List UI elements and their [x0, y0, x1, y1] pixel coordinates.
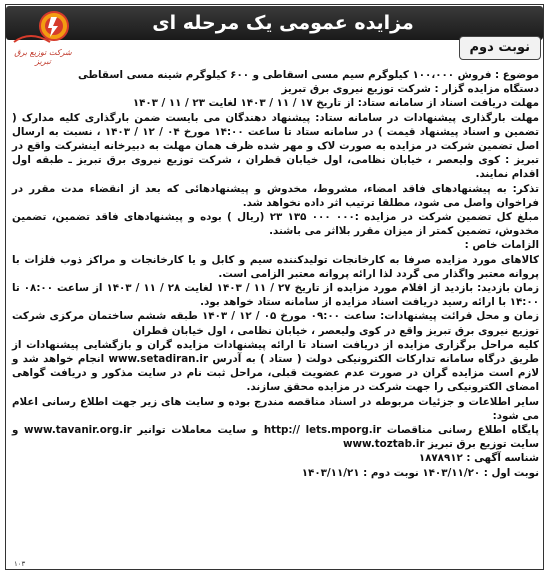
page-number: ۱۰۳: [14, 560, 26, 568]
other-info-line: سایر اطلاعات و جزئیات مربوطه در اسناد مناقصه مندرج بوده و سایت های زیر جهت اطلاع رسانی اعلام می شود:: [12, 395, 539, 422]
doc-deadline-line: مهلت دریافت اسناد از سامانه ستاد: از تاریخ ۱۷ / ۱۱ / ۱۴۰۳ لغایت ۲۳ / ۱۱ / ۱۴۰۳: [132, 97, 539, 110]
subject-line: موضوع : فروش ۱۰۰،۰۰۰ کیلوگرم سیم مسی اسقاطی و ۶۰۰ کیلوگرم شینه مسی اسقاطی: [77, 69, 539, 81]
requirements-paragraph: کالاهای مورد مزایده صرفا به کارخانجات تولیدکننده سیم و کابل و یا کارخانجات و مراکز ذوب فلزات با پروانه معتبر واگذار می گردد لذا ارائه پروانه معتبر الزامی است.: [12, 253, 539, 280]
publication-dates-line: نوبت اول : ۱۴۰۳/۱۱/۲۰ نوبت دوم : ۱۴۰۳/۱۱/۲۱: [301, 466, 539, 479]
organizer-line: دستگاه مزایده گزار : شرکت توزیع نیروی برق تبریز: [281, 83, 539, 96]
process-paragraph: کلیه مراحل برگزاری مزایده از دریافت اسناد تا ارائه پیشنهادات مزایده گران و بازگشایی پیشنهادات از طریق درگاه سامانه تدارکات الکترونیکی دولت ( ستاد ) به آدرس www.setadiran.ir انجام خواهد شد و لازم است مزایده گران در صورت عدم عضویت قبلی، مراحل ثبت نام در سایت مذکور و دریافت گواهی امضای الکترونیکی را جهت شرکت در مزایده محقق سازند.: [12, 338, 539, 394]
guarantee-paragraph: مبلغ کل تضمین شرکت در مزایده :۰۰۰ ۰۰۰ ۱۳۵ ۲۳ (ریال ) بوده و پیشنهادهای فاقد تضمین، تضمین مخدوش، تضمین کمتر از میزان مقرر بلااثر می باشند.: [12, 211, 539, 238]
sites-paragraph: پایگاه اطلاع رسانی مناقصات http:// lets.mporg.ir و سایت معاملات توانیر www.tavanir.org.ir و سایت توزیع برق تبریز www.toztab.ir: [12, 424, 539, 451]
ad-title: مزایده عمومی یک مرحله ای: [152, 12, 414, 34]
edition-badge: نوبت دوم: [459, 36, 541, 60]
opening-paragraph: زمان و محل قرائت پیشنهادات: ساعت ۰۹:۰۰ مورخ ۰۵ / ۱۲ / ۱۴۰۳ طبقه ششم ساختمان مرکزی شرکت توزیع نیروی برق تبریز واقع در کوی ولیعصر ، خیابان نظامی ، اول خیابان قطران: [12, 310, 539, 337]
logo-caption: شرکت توزیع برق تبریز: [14, 48, 72, 66]
ad-id-line: شناسه آگهی : ۱۸۷۸۹۱۲: [418, 452, 539, 465]
note-paragraph: تذکر: به پیشنهادهای فاقد امضاء، مشروط، مخدوش و پیشنهادهائی که بعد از انقضاء مدت مقرر در فراخوان واصل می شود، مطلقا ترتیب اثر داده نخواهد شد.: [12, 182, 539, 209]
bid-deadline-paragraph: مهلت بارگذاری پیشنهادات در سامانه ستاد: پیشنهاد دهندگان می بایست ضمن بارگذاری کلیه مدارک ( تضمین و اسناد پیشنهاد قیمت ) در سامانه ستاد تا ساعت ۱۴:۰۰ مورخ ۰۴ / ۱۲ / ۱۴۰۳ ، نسبت به ارسال اصل تضمین شرکت در مزایده به صورت لاک و مهر شده ظرف همان مهلت به دبیرخانه اینشرکت واقع در تبریز : کوی ولیعصر ، خیابان نظامی، اول خیابان قطران ، شرکت توزیع نیروی برق تبریز ـ طبقه اول اقدام نمایند.: [12, 111, 540, 181]
visit-time-paragraph: زمان بازدید: بازدید از اقلام مورد مزایده از تاریخ ۲۷ / ۱۱ / ۱۴۰۳ لغایت ۲۸ / ۱۱ / ۱۴۰۳ از ساعت ۰۸:۰۰ تا ۱۴:۰۰ با ارائه رسید دریافت اسناد مزایده از سامانه ستاد خواهد بود.: [12, 282, 540, 309]
requirements-title: الزامات خاص :: [464, 239, 539, 252]
title-banner: [6, 6, 543, 40]
ad-body: [12, 68, 539, 563]
